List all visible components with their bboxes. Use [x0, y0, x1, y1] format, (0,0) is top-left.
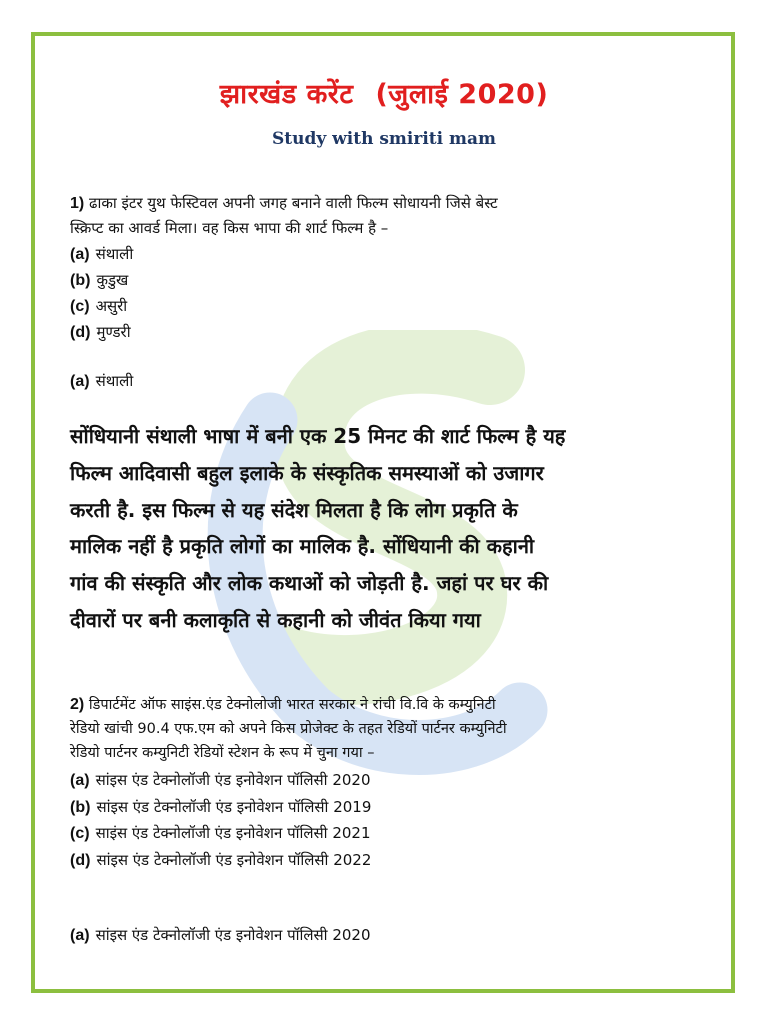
option-label: (b) — [70, 272, 91, 289]
question-number: 2) — [70, 696, 85, 713]
option-label: (b) — [70, 799, 91, 816]
option-text: सांइस एंड टेक्नोलॉजी एंड इनोवेशन पॉलिसी 2020 — [95, 771, 371, 789]
option-text: संथाली — [95, 245, 134, 263]
question-line: डिपार्टमेंट ऑफ साइंस.एंड टेक्नोलोजी भारत सरकार ने रांची वि.वि के कम्युनिटी — [88, 697, 496, 713]
option-b — [70, 268, 128, 293]
question-line: रेडियो पार्टनर कम्युनिटी रेडियों स्टेशन के रूप में चुना गया – — [70, 745, 375, 761]
title-month-year: (जुलाई 2020) — [375, 79, 549, 110]
option-c — [70, 821, 371, 846]
option-text: असुरी — [95, 297, 128, 315]
option-text: सांइस एंड टेक्नोलॉजी एंड इनोवेशन पॉलिसी 2022 — [96, 851, 372, 869]
option-a — [70, 768, 371, 793]
explanation-line: सोंधियानी संथाली भाषा में बनी एक 25 मिनट की शार्ट फिल्म है यह — [70, 424, 566, 448]
answer-text: संथाली — [95, 372, 134, 390]
page-title — [0, 74, 768, 111]
option-b — [70, 795, 371, 820]
page-subtitle: Study with smiriti mam — [271, 129, 497, 149]
explanation-line: गांव की संस्कृति और लोक कथाओं को जोड़ती है. जहां पर घर की — [70, 571, 549, 596]
option-label: (a) — [70, 246, 90, 263]
option-label: (a) — [70, 772, 90, 789]
option-text: मुण्डरी — [96, 323, 131, 341]
explanation-line: करती है. इस फिल्म से यह संदेश मिलता है कि लोग प्रकृति के — [70, 497, 518, 522]
option-label: (d) — [70, 852, 91, 869]
answer-label: (a) — [70, 373, 90, 390]
question-line: ढाका इंटर युथ फेस्टिवल अपनी जगह बनाने वाली फिल्म सोधायनी जिसे बेस्ट — [89, 194, 498, 212]
option-text: कुडुख — [96, 271, 129, 289]
answer-2 — [70, 923, 371, 948]
question-2 — [70, 693, 720, 765]
option-d — [70, 320, 131, 345]
answer-text: सांइस एंड टेक्नोलॉजी एंड इनोवेशन पॉलिसी 2020 — [95, 926, 371, 944]
option-text: सांइस एंड टेक्नोलॉजी एंड इनोवेशन पॉलिसी 2019 — [96, 798, 372, 816]
option-a — [70, 242, 133, 267]
question-line: रेडियो खांची 90.4 एफ.एम को अपने किस प्रोजेक्ट के तहत रेडियों पार्टनर कम्युनिटी — [70, 721, 507, 737]
answer-1 — [70, 369, 133, 394]
option-label: (c) — [70, 825, 90, 842]
explanation-1 — [70, 418, 710, 639]
option-d — [70, 848, 371, 873]
option-label: (d) — [70, 324, 91, 341]
explanation-line: दीवारों पर बनी कलाकृति से कहानी को जीवंत किया गया — [70, 607, 481, 632]
option-text: साइंस एंड टेक्नोलॉजी एंड इनोवेशन पॉलिसी 2021 — [95, 824, 371, 842]
question-number: 1) — [70, 195, 85, 212]
option-c — [70, 294, 127, 319]
explanation-line: मालिक नहीं है प्रकृति लोगों का मालिक है. सोंधियानी की कहानी — [70, 534, 535, 559]
explanation-line: फिल्म आदिवासी बहुल इलाके के संस्कृतिक समस्याओं को उजागर — [70, 460, 544, 485]
question-1 — [70, 191, 695, 240]
answer-label: (a) — [70, 927, 90, 944]
question-line: स्क्रिप्ट का आवर्ड मिला। वह किस भापा की शार्ट फिल्म है – — [70, 219, 389, 237]
option-label: (c) — [70, 298, 90, 315]
title-main: झारखंड करेंट — [219, 79, 354, 110]
